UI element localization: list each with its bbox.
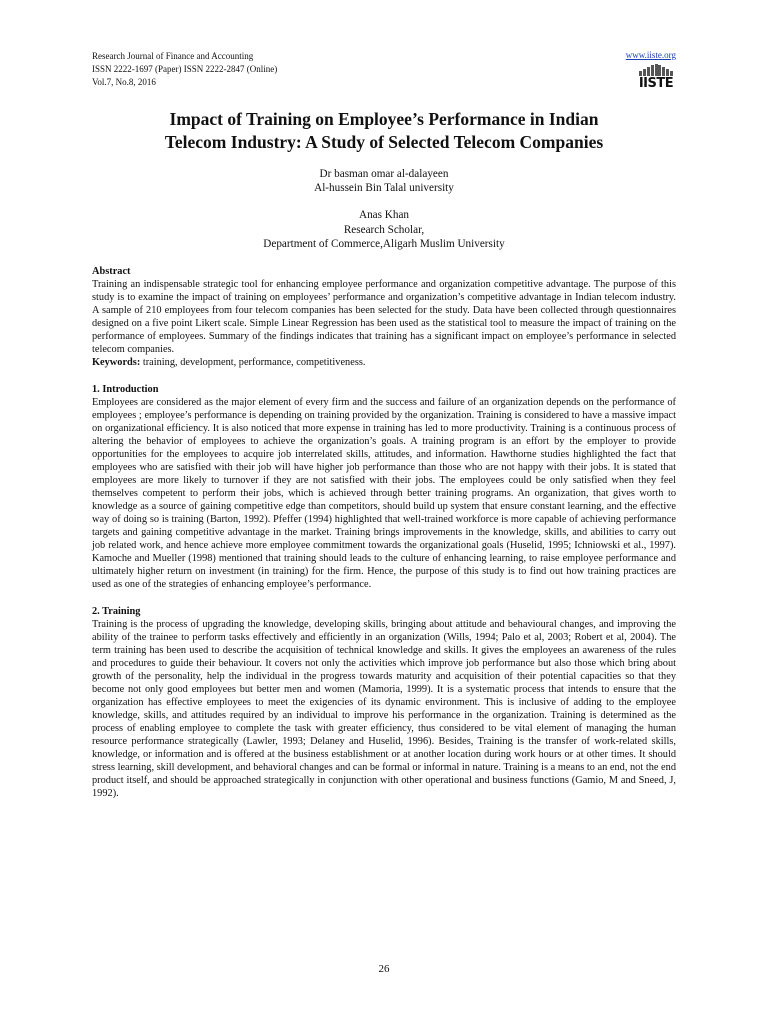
author-2-affiliation: Department of Commerce,Aligarh Muslim University: [263, 237, 505, 250]
journal-website-link[interactable]: www.iiste.org: [625, 50, 676, 60]
iiste-logo: [636, 62, 676, 98]
title-line-2: Telecom Industry: A Study of Selected Telecom Companies: [164, 132, 604, 152]
introduction-heading: 1. Introduction: [92, 383, 159, 395]
author-block: [92, 167, 676, 251]
training-heading: 2. Training: [92, 605, 141, 617]
logo-bars-icon: [639, 64, 673, 76]
title-line-1: Impact of Training on Employee’s Performance in Indian: [169, 109, 599, 129]
logo-text: IISTE: [638, 76, 674, 91]
author-2-role: Research Scholar,: [343, 223, 425, 236]
journal-volume: Vol.7, No.8, 2016: [92, 77, 156, 87]
page-number: 26: [378, 963, 390, 975]
abstract-heading: Abstract: [92, 266, 131, 277]
keywords-text: training, development, performance, competitiveness.: [140, 357, 366, 369]
author-2-name: Anas Khan: [358, 209, 410, 222]
journal-name: Research Journal of Finance and Accounting: [92, 51, 254, 61]
journal-header-right: [626, 50, 676, 103]
introduction-text: Employees are considered as the major element of every firm and the success and failure of an organization depends on the performance of employees ; employee’s performance is depending on training provided by the organization. Training is considered to have a massive impact on organizational efficiency. It is also noticed that more expense in training has led to more productivity. Training is a continuous process of altering the behavior of employees to achieve the organization’s goals. A training program is an effort by the employer to provide opportunities for the employees to acquire job interrelated skills, attitudes, and information. Hawthorne studies highlighted the fact that employees who are satisfied with their job will have higher job performance than those who are not happy with their jobs. It is stated that employees are more likely to turnover if they are not satisfied with their jobs. The employees could be only satisfied when they feel themselves competent to perform their jobs, which is achieved through better training programs. An organization, that gives worth to knowledge as a source of gaining competitive edge than competitors, should build up system that ensure constant learning, and the effective way of doing so is training (Barton, 1992). Pfeffer (1994) highlighted that well-trained workforce is more capable of achieving performance targets and gaining competitive advantage in the market. Training brings improvements in the knowledge, skills, and abilities to carry out job related work, and hence achieve more employee commitment towards the organizational goals (Huselid, 1995; Ichniowski et al., 1997). Kamoche and Mueller (1998) mentioned that training should leads to the culture of enhancing learning, to raise employee performance and ultimately higher return on investment (in training) for the firm. Hence, the purpose of this study is to find out how training practices are used as one of the strategies of enhancing employee’s performance.: [92, 396, 676, 591]
journal-header: [92, 50, 277, 89]
paper-title: [92, 108, 676, 154]
training-text: Training is the process of upgrading the knowledge, developing skills, bringing about attitude and behavioural changes, and improving the ability of the trainee to perform tasks effectively and efficiently in an organization (Wills, 1994; Palo et al, 2003; Robert et al, 2004). The term training has been used to describe the acquisition of technical knowledge and skills. It gives the employees an awareness of the rules and procedures to guide their behaviour. It covers not only the activities which improve job performance but also those which bring about growth of the personality, help the individual in the progress towards maturity and acquisition of their potential capacities so that they become not only good employees but better men and women (Mamoria, 1999). It is a systematic process that intends to ensure that the organization has effective employees to meet the exigencies of its dynamic environment. This is inclusive of adding to the employee knowledge, skills, and attitudes required by an individual to improve his performance in the organization. Training is determined as the process of enabling employee to complete the task with greater efficiency, thus considered to be vital element of managing the human resource performance strategically (Lawler, 1993; Delaney and Huselid, 1996). Besides, Training is the transfer of work-related skills, knowledge, or information and is offered at the business establishment or at another location during work hours or at other times. It should stress learning, skill development, and behavioral changes and can be formal or informal in nature. Training is a means to an end, not the end product itself, and should be approached strategically in conjunction with other operational and business functions (Gamio, M and Sneed, J, 1992).: [92, 618, 676, 800]
paper-body: [92, 265, 676, 800]
author-1-name: Dr basman omar al-dalayeen: [319, 168, 449, 180]
journal-issn: ISSN 2222-1697 (Paper) ISSN 2222-2847 (Online): [92, 64, 278, 74]
keywords-label: Keywords:: [92, 357, 141, 369]
keywords-line: [92, 356, 676, 369]
abstract-text: Training an indispensable strategic tool for enhancing employee performance and organization competitive advantage. The purpose of this study is to examine the impact of training on employees’ performance and organization’s competitive advantage in Indian telecom industry. A sample of 210 employees from four telecom companies has been selected for the study. Data have been collected through questionnaires designed on a five point Likert scale. Simple Linear Regression has been used as the statistical tool to measure the impact of training on the performance of employees. Summary of the findings indicates that training has a significant impact on employee’s performance in selected telecom companies.: [92, 279, 676, 356]
author-1-affiliation: Al-hussein Bin Talal university: [314, 182, 454, 195]
